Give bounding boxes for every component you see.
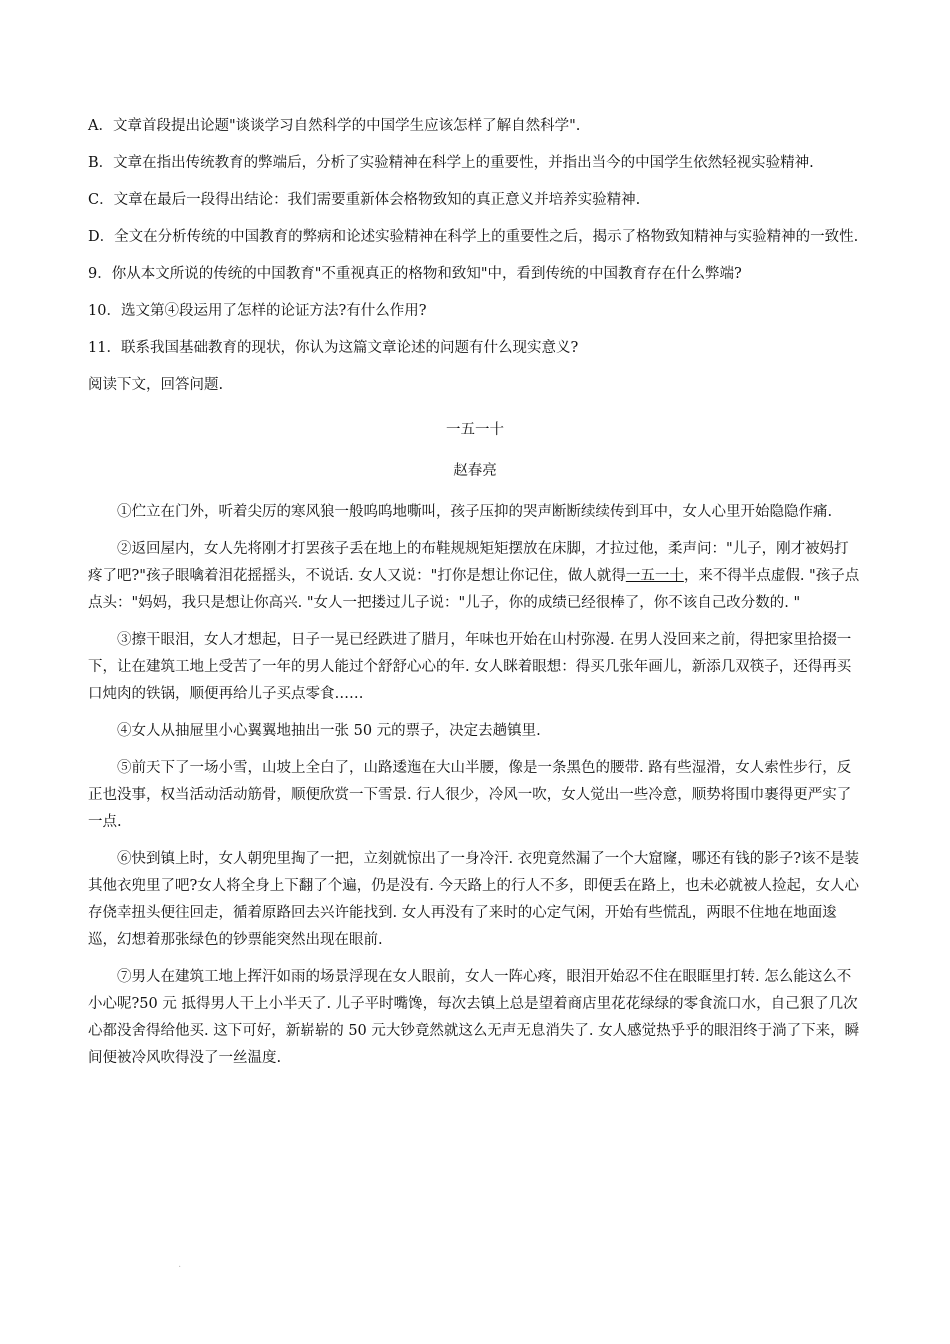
article-title: 一五一十 xyxy=(446,422,504,438)
paragraph-2 xyxy=(88,536,862,617)
question-9: 9．你从本文所说的传统的中国教育"不重视真正的格物和致知"中，看到传统的中国教育存在什么弊端? xyxy=(88,266,742,282)
paragraph-2-text-after: ，来不得半点虚假. "孩子点点头："妈妈，我只是想让你高兴. "女人一把搂过儿子说："儿子，你的成绩已经很棒了，你不该自己改分数的. " xyxy=(88,568,860,611)
option-d: D．全文在分析传统的中国教育的弊病和论述实验精神在科学上的重要性之后，揭示了格物致知精神与实验精神的一致性. xyxy=(88,229,859,245)
paragraph-1: ①伫立在门外，听着尖厉的寒风狼一般呜呜地嘶叫，孩子压抑的哭声断断续续传到耳中，女人心里开始隐隐作痛. xyxy=(117,504,833,520)
reading-instruction: 阅读下文，回答问题. xyxy=(88,377,224,393)
option-b: B．文章在指出传统教育的弊端后，分析了实验精神在科学上的重要性，并指出当今的中国学生依然轻视实验精神. xyxy=(88,155,814,171)
article-header xyxy=(88,417,862,485)
article-author: 赵春亮 xyxy=(453,463,497,479)
question-10: 10．选文第④段运用了怎样的论证方法?有什么作用? xyxy=(88,303,427,319)
paragraph-7: ⑦男人在建筑工地上挥汗如雨的场景浮现在女人眼前，女人一阵心疼，眼泪开始忍不住在眼眶里打转. 怎么能这么不小心呢?50 元 抵得男人干上小半天了. 儿子平时嘴馋，每次去镇上总是望着商店里花花绿绿的零食流口水，自己狠了几次心都没舍得给他买. 这下可好，新崭崭的 50 元大钞竟然就这么无声无息消失了. 女人感觉热乎乎的眼泪终于淌了下来，瞬间便被冷风吹得没了一丝温度. xyxy=(88,969,860,1066)
option-a: A．文章首段提出论题"谈谈学习自然科学的中国学生应该怎样了解自然科学". xyxy=(88,118,581,134)
paragraph-5: ⑤前天下了一场小雪，山坡上全白了，山路逶迤在大山半腰，像是一条黑色的腰带. 路有些湿滑，女人索性步行，反正也没事，权当活动活动筋骨，顺便欣赏一下雪景. 行人很少，冷风一吹，女人觉出一些冷意，顺势将围巾裹得更严实了一点. xyxy=(88,760,852,830)
paragraph-3: ③擦干眼泪，女人才想起，日子一晃已经跌进了腊月，年味也开始在山村弥漫. 在男人没回来之前，得把家里拾掇一下，让在建筑工地上受苦了一年的男人能过个舒舒心心的年. 女人眯着眼想：得买几张年画儿，新添几双筷子，还得再买口炖肉的铁锅，顺便再给儿子买点零食…… xyxy=(88,632,852,702)
underlined-phrase: 一五一十 xyxy=(625,568,684,584)
paragraph-6: ⑥快到镇上时，女人朝兜里掏了一把，立刻就惊出了一身冷汗. 衣兜竟然漏了一个大窟窿，哪还有钱的影子?该不是装其他衣兜里了吧?女人将全身上下翻了个遍，仍是没有. 今天路上的行人不多，即便丢在路上，也未必就被人捡起，女人心存侥幸扭头便往回走，循着原路回去兴许能找到. 女人再没有了来时的心定气闲，开始有些慌乱，两眼不住地在地面逡巡，幻想着那张绿色的钞票能突然出现在眼前. xyxy=(88,851,859,948)
footer-mark: · xyxy=(178,1262,182,1273)
question-11: 11．联系我国基础教育的现状，你认为这篇文章论述的问题有什么现实意义? xyxy=(88,340,579,356)
paragraph-4: ④女人从抽屉里小心翼翼地抽出一张 50 元的票子，决定去趟镇里. xyxy=(117,723,541,739)
paragraph-2-text-before: ②返回屋内，女人先将刚才打罢孩子丢在地上的布鞋规规矩矩摆放在床脚，才拉过他，柔声问："儿子，刚才被妈打疼了吧?"孩子眼噙着泪花摇摇头，不说话. 女人又说："打你是想让你记住，做人就得 xyxy=(88,541,849,584)
option-c: C．文章在最后一段得出结论：我们需要重新体会格物致知的真正意义并培养实验精神. xyxy=(88,192,641,208)
